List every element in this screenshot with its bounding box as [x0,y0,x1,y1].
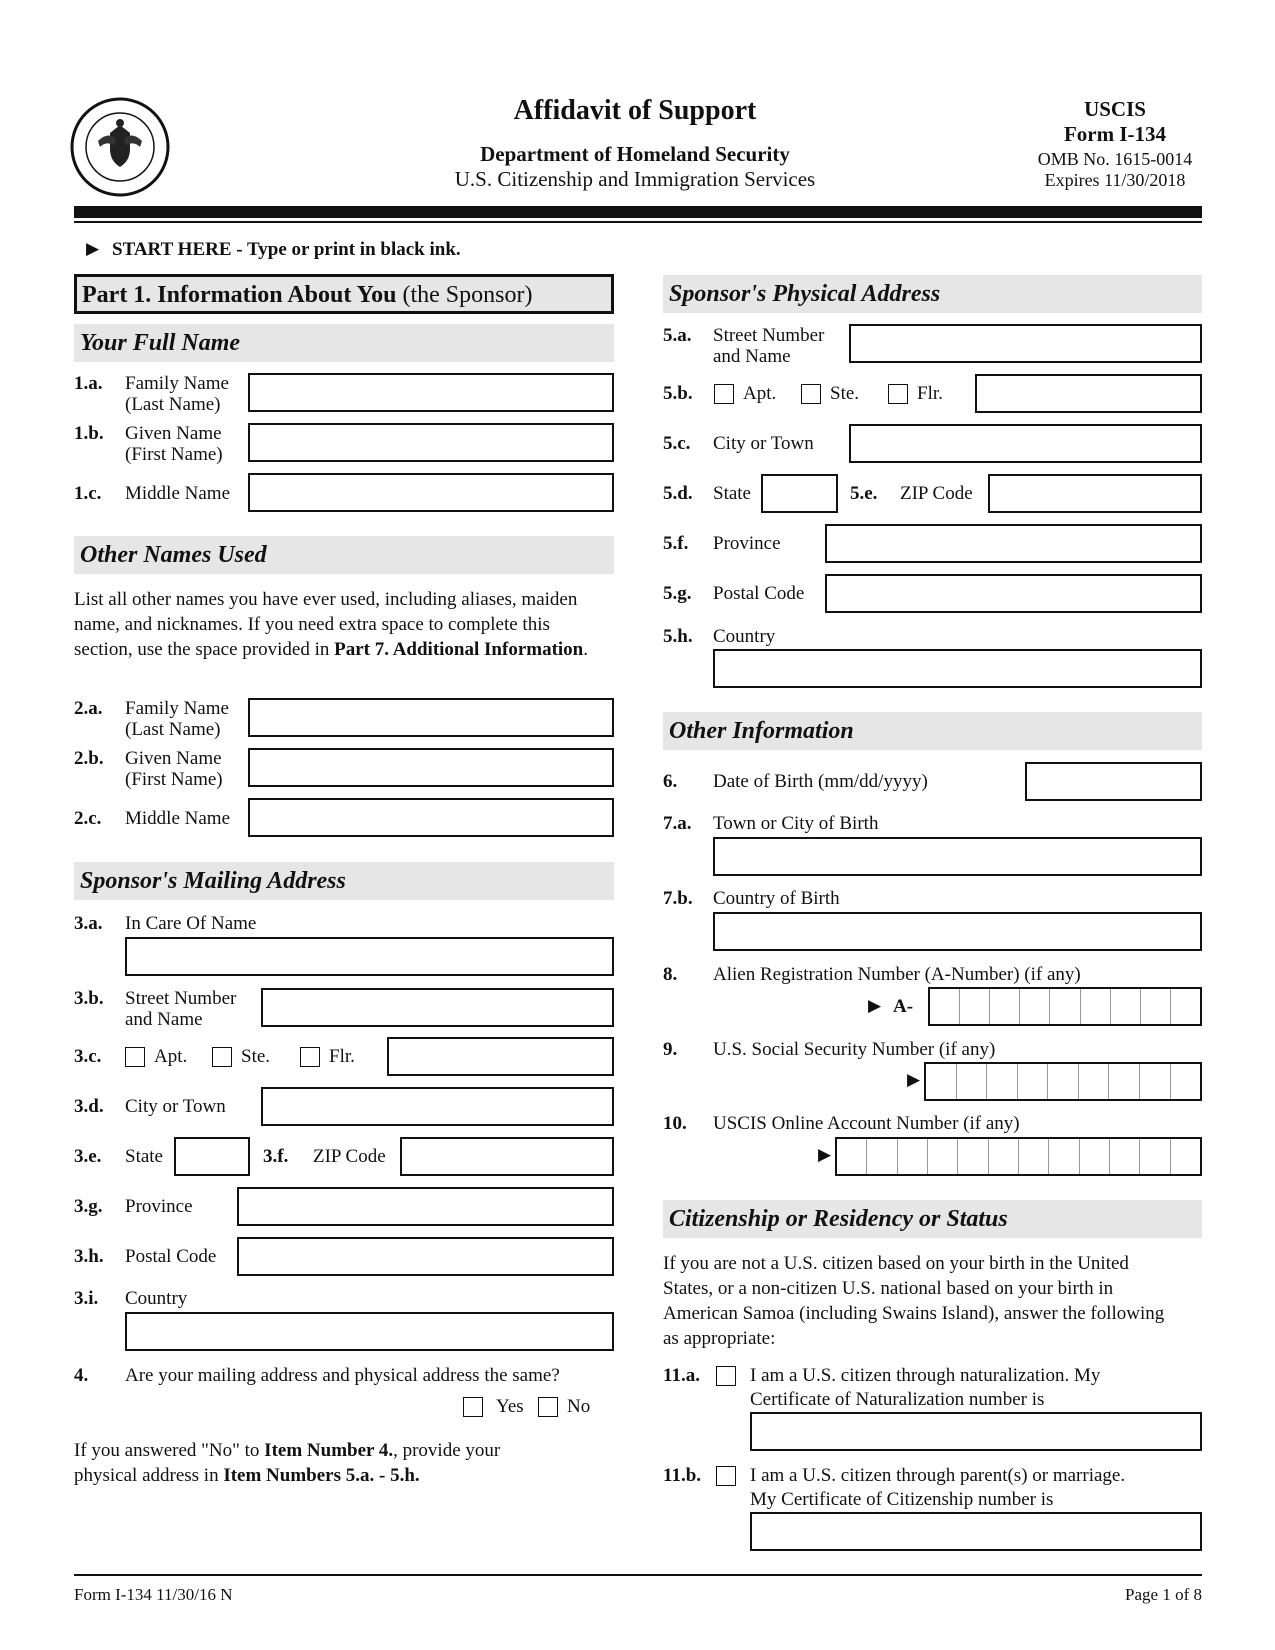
mailing-state-select[interactable] [174,1137,250,1176]
item-3c-number: 3.c. [74,1046,102,1067]
start-here: START HERE - Type or print in black ink. [112,239,461,260]
item-11a-number: 11.a. [663,1365,700,1386]
other-middle-name-input[interactable] [248,798,614,837]
item-3h-number: 3.h. [74,1246,104,1267]
care-of-input[interactable] [125,937,614,976]
dob-label: Date of Birth (mm/dd/yyyy) [713,771,928,792]
physical-street-label: Street Number [713,325,825,346]
a-number-input[interactable] [928,987,1202,1026]
physical-street-input[interactable] [849,324,1202,363]
mailing-province-input[interactable] [237,1187,614,1226]
mailing-province-label: Province [125,1196,193,1217]
item-5c-number: 5.c. [663,433,691,454]
header-rule-thin [74,221,1202,223]
other-family-name-input[interactable] [248,698,614,737]
mailing-street-label: Street Number [125,988,237,1009]
other-names-heading: Other Names Used [80,542,267,568]
mailing-apt-label: Apt. [154,1046,188,1067]
physical-province-input[interactable] [825,524,1202,563]
item-2a-number: 2.a. [74,698,103,719]
other-names-instructions: List all other names you have ever used, including aliases, maiden name, and nicknames. If you need extra space to complete this section, use the space provided in Part 7. Additional Information. [74,589,588,660]
physical-apt-label: Apt. [743,383,777,404]
mailing-apt-checkbox[interactable] [125,1047,145,1067]
item-8-number: 8. [663,964,678,985]
item-5h-number: 5.h. [663,626,693,647]
uscis-account-input[interactable] [835,1137,1202,1176]
mailing-zip-label: ZIP Code [313,1146,386,1167]
citizenship-parent-checkbox[interactable] [716,1466,736,1486]
birth-country-input[interactable] [713,912,1202,951]
physical-flr-checkbox[interactable] [888,384,908,404]
family-name-input[interactable] [248,373,614,412]
mailing-ste-checkbox[interactable] [212,1047,232,1067]
agency-name: U.S. Citizenship and Immigration Services [454,167,816,191]
item-5g-number: 5.g. [663,583,692,604]
physical-country-label: Country [713,626,776,647]
item-2b-label: Given Name [125,748,222,769]
mailing-zip-input[interactable] [400,1137,614,1176]
physical-state-select[interactable] [761,474,838,513]
item-3d-number: 3.d. [74,1096,104,1117]
item-7b-number: 7.b. [663,888,693,909]
same-address-question: Are your mailing address and physical address the same? [125,1365,560,1386]
mailing-street-label-sub: and Name [125,1009,203,1030]
physical-city-input[interactable] [849,424,1202,463]
item-9-number: 9. [663,1039,678,1060]
mailing-country-label: Country [125,1288,188,1309]
other-info-heading: Other Information [669,718,854,744]
citizenship-intro: If you are not a U.S. citizen based on your birth in the United States, or a non-citizen U.S. national based on your birth in American Samoa (including Swains Island), answer the following as appropriate: [663,1253,1165,1349]
item-2b-label-sub: (First Name) [125,769,223,790]
item-4-number: 4. [74,1365,89,1386]
item-5a-number: 5.a. [663,325,692,346]
item-5d-number: 5.d. [663,483,693,504]
other-given-name-input[interactable] [248,748,614,787]
item-5f-number: 5.f. [663,533,689,554]
mailing-city-input[interactable] [261,1087,614,1126]
physical-province-label: Province [713,533,781,554]
full-name-section [74,324,614,362]
physical-flr-label: Flr. [917,383,943,404]
uscis-label: USCIS [1084,97,1146,121]
same-address-no-checkbox[interactable] [538,1397,558,1417]
naturalization-number-input[interactable] [750,1412,1202,1451]
physical-postal-input[interactable] [825,574,1202,613]
item-1c-label: Middle Name [125,483,231,504]
mailing-state-label: State [125,1146,163,1167]
care-of-label: In Care Of Name [125,913,257,934]
part1-normal: (the Sponsor) [396,282,533,308]
citizenship-parent-label: I am a U.S. citizen through parent(s) or marriage. [750,1465,1126,1486]
mailing-unit-input[interactable] [387,1037,614,1076]
item-2c-number: 2.c. [74,808,102,829]
mailing-ste-label: Ste. [241,1046,271,1067]
same-address-no-label: No [567,1396,591,1417]
uscis-account-arrow-icon: ▶ [818,1145,832,1164]
physical-street-label-sub: and Name [713,346,791,367]
mailing-street-input[interactable] [261,988,614,1027]
mailing-city-label: City or Town [125,1096,226,1117]
physical-state-label: State [713,483,751,504]
expiration-date: Expires 11/30/2018 [1044,170,1186,190]
item-3e-number: 3.e. [74,1146,102,1167]
other-info-section [663,712,1202,750]
item-3a-number: 3.a. [74,913,103,934]
footer-rule [74,1574,1202,1576]
item-1b-label-sub: (First Name) [125,444,223,465]
item-1c-number: 1.c. [74,483,102,504]
middle-name-input[interactable] [248,473,614,512]
mailing-address-heading: Sponsor's Mailing Address [80,868,346,894]
physical-ste-checkbox[interactable] [801,384,821,404]
item-3i-number: 3.i. [74,1288,99,1309]
part1-heading [74,274,614,314]
same-address-yes-checkbox[interactable] [463,1397,483,1417]
item-3g-number: 3.g. [74,1196,103,1217]
birth-country-label: Country of Birth [713,888,840,909]
citizenship-parent-label-sub: My Certificate of Citizenship number is [750,1489,1054,1510]
omb-number: OMB No. 1615-0014 [1037,149,1193,169]
part1-bold: Part 1. Information About You [82,282,397,308]
naturalization-checkbox[interactable] [716,1366,736,1386]
physical-zip-input[interactable] [988,474,1202,513]
naturalization-label-sub: Certificate of Naturalization number is [750,1389,1045,1410]
ssn-input[interactable] [924,1062,1202,1101]
item-2b-number: 2.b. [74,748,104,769]
mailing-flr-label: Flr. [329,1046,355,1067]
physical-country-input[interactable] [713,649,1202,688]
item-2a-label-sub: (Last Name) [125,719,221,740]
citizenship-heading: Citizenship or Residency or Status [669,1206,1008,1232]
a-number-arrow-icon: ▶ [868,996,882,1015]
citizenship-section [663,1200,1202,1238]
item-10-number: 10. [663,1113,687,1134]
item-3f-number: 3.f. [263,1146,289,1167]
item-1a-number: 1.a. [74,373,103,394]
item-1a-label-sub: (Last Name) [125,394,221,415]
department-name: Department of Homeland Security [480,142,790,166]
form-title: Affidavit of Support [513,95,757,126]
physical-ste-label: Ste. [830,383,860,404]
mailing-flr-checkbox[interactable] [300,1047,320,1067]
physical-address-section [663,275,1202,313]
physical-zip-label: ZIP Code [900,483,973,504]
item-1a-label: Family Name [125,373,229,394]
ssn-label: U.S. Social Security Number (if any) [713,1039,996,1060]
item-2a-label: Family Name [125,698,229,719]
footer-page-number: Page 1 of 8 [1125,1585,1202,1604]
uscis-account-label: USCIS Online Account Number (if any) [713,1113,1020,1134]
item-5e-number: 5.e. [850,483,878,504]
other-names-section [74,536,614,574]
footer-form-id: Form I-134 11/30/16 N [74,1585,233,1604]
item-5b-number: 5.b. [663,383,693,404]
birth-town-label: Town or City of Birth [713,813,879,834]
start-arrow-icon: ▶ [86,239,100,258]
a-number-label: Alien Registration Number (A-Number) (if any) [713,964,1081,985]
citizenship-number-input[interactable] [750,1512,1202,1551]
header-rule-thick [74,206,1202,218]
physical-postal-label: Postal Code [713,583,805,604]
mailing-address-section [74,862,614,900]
birth-town-input[interactable] [713,837,1202,876]
item-1b-label: Given Name [125,423,222,444]
given-name-input[interactable] [248,423,614,462]
form-id: Form I-134 [1063,122,1167,146]
item-7a-number: 7.a. [663,813,692,834]
dhs-seal [70,97,170,197]
physical-city-label: City or Town [713,433,814,454]
item-6-number: 6. [663,771,678,792]
mailing-postal-label: Postal Code [125,1246,217,1267]
item-1b-number: 1.b. [74,423,104,444]
item-11b-number: 11.b. [663,1465,702,1486]
mailing-postal-input[interactable] [237,1237,614,1276]
item-3b-number: 3.b. [74,988,104,1009]
item-2c-label: Middle Name [125,808,231,829]
dob-input[interactable] [1025,762,1202,801]
a-number-prefix: A- [893,996,914,1017]
physical-address-heading: Sponsor's Physical Address [669,281,941,307]
naturalization-label: I am a U.S. citizen through naturalization. My [750,1365,1101,1386]
ssn-arrow-icon: ▶ [907,1070,921,1089]
physical-address-note: If you answered "No" to Item Number 4., provide your physical address in Item Numbers 5.a. - 5.h. [74,1440,501,1486]
physical-unit-input[interactable] [975,374,1202,413]
physical-apt-checkbox[interactable] [714,384,734,404]
full-name-heading: Your Full Name [80,330,241,356]
mailing-country-input[interactable] [125,1312,614,1351]
same-address-yes-label: Yes [496,1396,524,1417]
